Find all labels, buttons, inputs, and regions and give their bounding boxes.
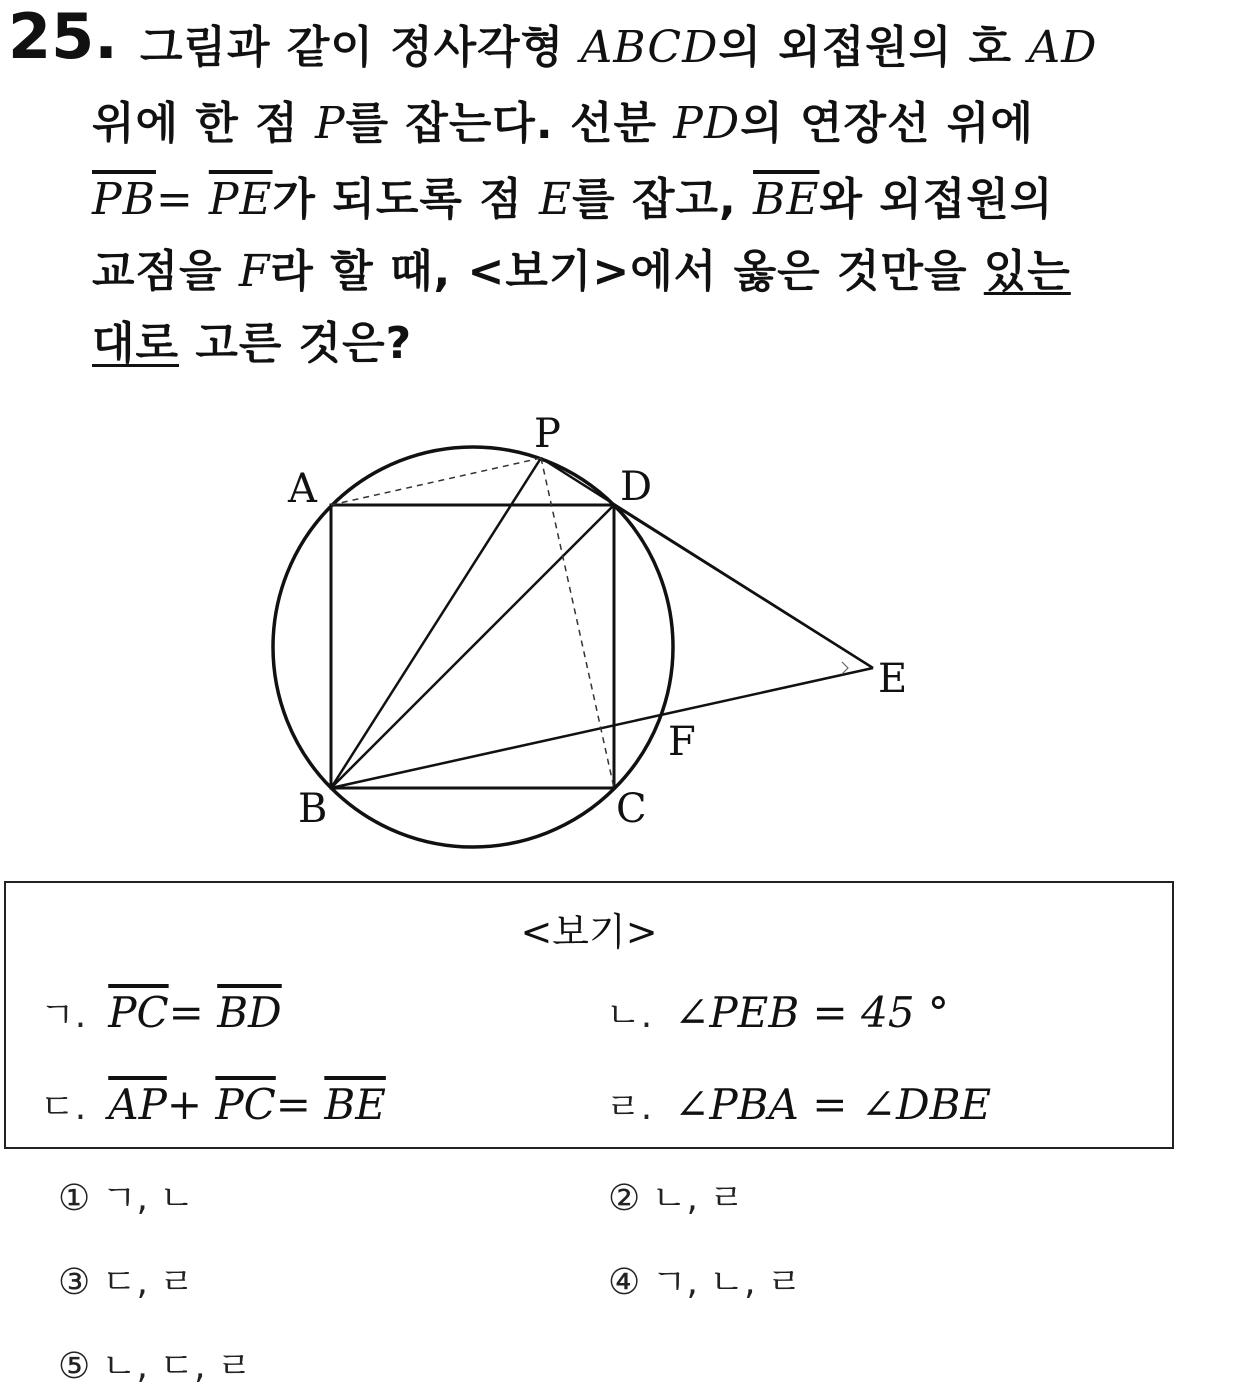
math: ABCD [580, 22, 719, 73]
text: 의 외접원의 호 [718, 22, 1029, 73]
equals: = [275, 1080, 325, 1129]
choice-4[interactable]: ④ ㄱ, ㄴ, ㄹ [608, 1262, 802, 1303]
expression: ∠PBA = ∠DBE [674, 1080, 992, 1129]
segment-be: $\overline{BE}$ [753, 174, 820, 225]
label-b: B [298, 786, 328, 832]
text: 를 잡고, [572, 174, 754, 225]
segment-pc: $\overline{PC}$ [215, 1080, 276, 1129]
angle-mark-e [842, 662, 848, 674]
text: 를 잡는다. 선분 [345, 98, 674, 149]
segment-ap: $\overline{AP}$ [108, 1080, 167, 1129]
item-label: ㄱ. [40, 995, 87, 1036]
math: F [238, 246, 271, 297]
segment-pe: $\overline{PE}$ [208, 174, 273, 225]
plus: + [166, 1080, 216, 1129]
item-label: ㄷ. [40, 1087, 87, 1128]
math: AD [1028, 22, 1098, 73]
label-p: P [534, 411, 561, 457]
question-line-5 [92, 318, 412, 371]
equals: = [155, 174, 209, 225]
text: 라 할 때, <보기>에서 옳은 것만을 [270, 246, 984, 297]
segment-be [331, 668, 873, 788]
choice-3[interactable]: ③ ㄷ, ㄹ [58, 1262, 195, 1303]
item-label: ㄹ. [606, 1087, 653, 1128]
choice-2[interactable]: ② ㄴ, ㄹ [608, 1178, 745, 1219]
geometry-figure [250, 400, 930, 860]
math: PD [673, 98, 741, 149]
item-label: ㄴ. [606, 995, 653, 1036]
bogi-item-4 [606, 1079, 991, 1130]
segment-bd [331, 505, 614, 788]
segment-bp [331, 458, 541, 788]
bogi-title: <보기> [520, 910, 658, 954]
label-a: A [288, 466, 317, 512]
text: 가 되도록 점 [272, 174, 540, 225]
segment-bd: $\overline{BD}$ [217, 988, 282, 1037]
equals: = [168, 988, 218, 1037]
text: 위에 한 점 [92, 98, 315, 149]
question-number: 25. [8, 0, 118, 73]
underlined-text: 있는 [983, 246, 1071, 297]
math: E [539, 174, 573, 225]
choice-1[interactable]: ① ㄱ, ㄴ [58, 1178, 195, 1219]
question-line-4 [92, 246, 1071, 299]
segment-pc: $\overline{PC}$ [108, 988, 169, 1037]
bogi-item-3 [40, 1079, 386, 1130]
text: 와 외접원의 [819, 174, 1054, 225]
question-line-3 [92, 174, 1053, 227]
segment-pb: $\overline{PB}$ [92, 174, 156, 225]
segment-be: $\overline{BE}$ [324, 1080, 386, 1129]
text: 고른 것은? [179, 318, 413, 369]
choice-5[interactable]: ⑤ ㄴ, ㄷ, ㄹ [58, 1346, 252, 1387]
bogi-item-1 [40, 987, 282, 1038]
math: P [314, 98, 346, 149]
label-d: D [620, 464, 653, 510]
text: 교점을 [92, 246, 239, 297]
segment-de [614, 505, 873, 668]
question-line-2 [92, 98, 1034, 151]
label-c: C [616, 786, 647, 832]
text: 의 연장선 위에 [740, 98, 1034, 149]
text: 그림과 같이 정사각형 [140, 22, 581, 73]
bogi-box [4, 881, 1174, 1149]
label-f: F [668, 719, 696, 765]
bogi-item-2 [606, 987, 949, 1038]
question-line-1 [140, 22, 1097, 75]
expression: ∠PEB = 45 ° [674, 988, 949, 1037]
label-e: E [878, 656, 908, 702]
underlined-text: 대로 [92, 318, 180, 369]
